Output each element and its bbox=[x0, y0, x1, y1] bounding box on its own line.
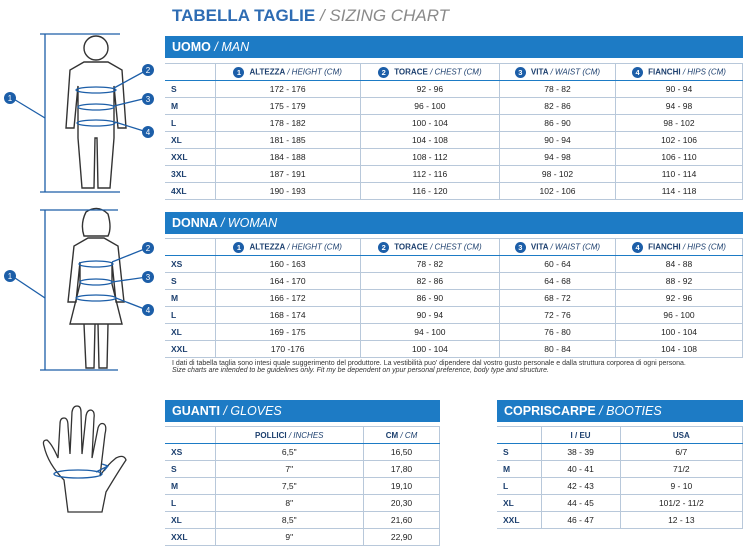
size-label: XXL bbox=[165, 149, 215, 166]
table-cell: 100 - 104 bbox=[360, 341, 499, 358]
woman-figure bbox=[0, 206, 170, 376]
table-cell: 104 - 108 bbox=[616, 341, 743, 358]
table-cell: 187 - 191 bbox=[215, 166, 360, 183]
table-cell: 116 - 120 bbox=[360, 183, 499, 200]
table-cell: 114 - 118 bbox=[616, 183, 743, 200]
table-cell: 88 - 92 bbox=[616, 273, 743, 290]
uomo-header-row bbox=[165, 64, 743, 81]
table-cell: 22,90 bbox=[364, 529, 440, 546]
table-cell: 96 - 100 bbox=[616, 307, 743, 324]
table-cell: 82 - 86 bbox=[360, 273, 499, 290]
table-row bbox=[165, 529, 440, 546]
table-cell: 7" bbox=[215, 461, 364, 478]
marker-3-label: 3 bbox=[145, 273, 151, 282]
table-cell: 108 - 112 bbox=[360, 149, 499, 166]
table-cell: 101/2 - 11/2 bbox=[620, 495, 742, 512]
size-label: XXL bbox=[165, 341, 215, 358]
header-inches: POLLICI / INCHES bbox=[215, 427, 364, 444]
table-row bbox=[497, 444, 743, 461]
table-cell: 20,30 bbox=[364, 495, 440, 512]
table-row bbox=[165, 132, 743, 149]
table-row bbox=[497, 461, 743, 478]
size-label: M bbox=[165, 98, 215, 115]
note-en: Size charts are intended to be guidelines only. Fit my be dependent on ypur personal preference, body type and structure. bbox=[172, 367, 549, 374]
table-cell: 168 - 174 bbox=[215, 307, 360, 324]
table-cell: 181 - 185 bbox=[215, 132, 360, 149]
table-cell: 60 - 64 bbox=[499, 256, 615, 273]
header-eu: I / EU bbox=[541, 427, 620, 444]
table-cell: 42 - 43 bbox=[541, 478, 620, 495]
table-cell: 71/2 bbox=[620, 461, 742, 478]
guanti-table bbox=[165, 426, 440, 546]
size-label: XL bbox=[165, 324, 215, 341]
header-waist: 3 VITA / WAIST (CM) bbox=[499, 64, 615, 81]
table-cell: 175 - 179 bbox=[215, 98, 360, 115]
header-waist: 3 VITA / WAIST (CM) bbox=[499, 239, 615, 256]
size-label: L bbox=[165, 307, 215, 324]
copriscarpe-header-row bbox=[497, 427, 743, 444]
header-chest: 2 TORACE / CHEST (CM) bbox=[360, 64, 499, 81]
size-label: XXL bbox=[497, 512, 541, 529]
title-main: TABELLA TAGLIE bbox=[172, 6, 316, 25]
size-label: S bbox=[165, 461, 215, 478]
size-label: S bbox=[497, 444, 541, 461]
size-label: L bbox=[165, 495, 215, 512]
table-row bbox=[165, 341, 743, 358]
table-row bbox=[165, 115, 743, 132]
table-cell: 44 - 45 bbox=[541, 495, 620, 512]
size-label: XS bbox=[165, 256, 215, 273]
table-cell: 7,5" bbox=[215, 478, 364, 495]
table-cell: 104 - 108 bbox=[360, 132, 499, 149]
marker-4-label: 4 bbox=[145, 306, 151, 315]
size-label: M bbox=[497, 461, 541, 478]
table-cell: 17,80 bbox=[364, 461, 440, 478]
marker-3-label: 3 bbox=[145, 95, 151, 104]
size-label: S bbox=[165, 81, 215, 98]
table-cell: 82 - 86 bbox=[499, 98, 615, 115]
size-label: L bbox=[497, 478, 541, 495]
table-row bbox=[165, 478, 440, 495]
size-label: XL bbox=[165, 132, 215, 149]
marker-2-label: 2 bbox=[145, 244, 151, 253]
table-cell: 40 - 41 bbox=[541, 461, 620, 478]
marker-2-label: 2 bbox=[145, 66, 151, 75]
size-label: XL bbox=[165, 512, 215, 529]
size-label: 4XL bbox=[165, 183, 215, 200]
table-row bbox=[165, 495, 440, 512]
uomo-band: UOMO / MAN bbox=[165, 36, 743, 58]
marker-4-label: 4 bbox=[145, 128, 151, 137]
table-cell: 94 - 98 bbox=[616, 98, 743, 115]
table-cell: 106 - 110 bbox=[616, 149, 743, 166]
table-cell: 12 - 13 bbox=[620, 512, 742, 529]
page-title bbox=[172, 6, 449, 26]
header-hips: 4 FIANCHI / HIPS (CM) bbox=[616, 64, 743, 81]
table-cell: 110 - 114 bbox=[616, 166, 743, 183]
table-row bbox=[165, 149, 743, 166]
size-label: XL bbox=[497, 495, 541, 512]
donna-table bbox=[165, 238, 743, 358]
table-cell: 100 - 104 bbox=[616, 324, 743, 341]
guanti-header-row bbox=[165, 427, 440, 444]
table-cell: 16,50 bbox=[364, 444, 440, 461]
table-row bbox=[165, 98, 743, 115]
table-cell: 160 - 163 bbox=[215, 256, 360, 273]
table-cell: 98 - 102 bbox=[499, 166, 615, 183]
size-label: M bbox=[165, 290, 215, 307]
table-row bbox=[165, 324, 743, 341]
table-cell: 166 - 172 bbox=[215, 290, 360, 307]
table-cell: 92 - 96 bbox=[616, 290, 743, 307]
table-row bbox=[497, 495, 743, 512]
table-cell: 80 - 84 bbox=[499, 341, 615, 358]
uomo-table bbox=[165, 63, 743, 200]
header-usa: USA bbox=[620, 427, 742, 444]
guanti-band: GUANTI / GLOVES bbox=[165, 400, 440, 422]
table-row bbox=[165, 166, 743, 183]
table-cell: 84 - 88 bbox=[616, 256, 743, 273]
size-note bbox=[172, 360, 686, 374]
table-row bbox=[165, 444, 440, 461]
size-label: 3XL bbox=[165, 166, 215, 183]
size-label: M bbox=[165, 478, 215, 495]
table-row bbox=[165, 512, 440, 529]
table-cell: 64 - 68 bbox=[499, 273, 615, 290]
table-cell: 170 -176 bbox=[215, 341, 360, 358]
table-cell: 8" bbox=[215, 495, 364, 512]
table-cell: 8,5" bbox=[215, 512, 364, 529]
table-cell: 102 - 106 bbox=[499, 183, 615, 200]
table-cell: 96 - 100 bbox=[360, 98, 499, 115]
table-cell: 19,10 bbox=[364, 478, 440, 495]
table-cell: 178 - 182 bbox=[215, 115, 360, 132]
marker-1-label: 1 bbox=[7, 272, 13, 281]
table-cell: 98 - 102 bbox=[616, 115, 743, 132]
header-height: 1 ALTEZZA / HEIGHT (CM) bbox=[215, 64, 360, 81]
table-cell: 94 - 98 bbox=[499, 149, 615, 166]
table-cell: 169 - 175 bbox=[215, 324, 360, 341]
donna-band: DONNA / WOMAN bbox=[165, 212, 743, 234]
size-label: XXL bbox=[165, 529, 215, 546]
man-figure bbox=[0, 28, 170, 198]
table-cell: 94 - 100 bbox=[360, 324, 499, 341]
table-cell: 90 - 94 bbox=[499, 132, 615, 149]
table-cell: 38 - 39 bbox=[541, 444, 620, 461]
hand-icon bbox=[38, 400, 138, 520]
title-sub: / SIZING CHART bbox=[319, 6, 450, 25]
table-cell: 190 - 193 bbox=[215, 183, 360, 200]
donna-header-row bbox=[165, 239, 743, 256]
size-label: XS bbox=[165, 444, 215, 461]
table-cell: 164 - 170 bbox=[215, 273, 360, 290]
table-cell: 100 - 104 bbox=[360, 115, 499, 132]
table-cell: 46 - 47 bbox=[541, 512, 620, 529]
table-row bbox=[165, 183, 743, 200]
header-hips: 4 FIANCHI / HIPS (CM) bbox=[616, 239, 743, 256]
marker-1-label: 1 bbox=[7, 94, 13, 103]
table-cell: 112 - 116 bbox=[360, 166, 499, 183]
table-cell: 6,5" bbox=[215, 444, 364, 461]
table-cell: 76 - 80 bbox=[499, 324, 615, 341]
copriscarpe-table bbox=[497, 426, 743, 529]
header-chest: 2 TORACE / CHEST (CM) bbox=[360, 239, 499, 256]
header-cm: CM / CM bbox=[364, 427, 440, 444]
table-cell: 9 - 10 bbox=[620, 478, 742, 495]
table-cell: 90 - 94 bbox=[616, 81, 743, 98]
table-row bbox=[165, 273, 743, 290]
table-cell: 78 - 82 bbox=[360, 256, 499, 273]
note-it: I dati di tabella taglia sono intesi quale suggerimento del produttore. La vestibilità puo' dipendere dal vostro gusto personale e dalla struttura corporea di ogni persona. bbox=[172, 360, 686, 367]
copriscarpe-band: COPRISCARPE / BOOTIES bbox=[497, 400, 743, 422]
table-cell: 86 - 90 bbox=[499, 115, 615, 132]
table-cell: 102 - 106 bbox=[616, 132, 743, 149]
table-row bbox=[165, 461, 440, 478]
table-row bbox=[165, 256, 743, 273]
table-cell: 90 - 94 bbox=[360, 307, 499, 324]
table-row bbox=[165, 290, 743, 307]
table-cell: 6/7 bbox=[620, 444, 742, 461]
table-row bbox=[165, 81, 743, 98]
table-row bbox=[497, 478, 743, 495]
table-cell: 92 - 96 bbox=[360, 81, 499, 98]
table-row bbox=[165, 307, 743, 324]
table-cell: 86 - 90 bbox=[360, 290, 499, 307]
table-cell: 172 - 176 bbox=[215, 81, 360, 98]
table-cell: 72 - 76 bbox=[499, 307, 615, 324]
header-height: 1 ALTEZZA / HEIGHT (CM) bbox=[215, 239, 360, 256]
table-cell: 78 - 82 bbox=[499, 81, 615, 98]
table-cell: 9" bbox=[215, 529, 364, 546]
table-cell: 68 - 72 bbox=[499, 290, 615, 307]
table-cell: 184 - 188 bbox=[215, 149, 360, 166]
table-cell: 21,60 bbox=[364, 512, 440, 529]
size-label: S bbox=[165, 273, 215, 290]
size-label: L bbox=[165, 115, 215, 132]
table-row bbox=[497, 512, 743, 529]
